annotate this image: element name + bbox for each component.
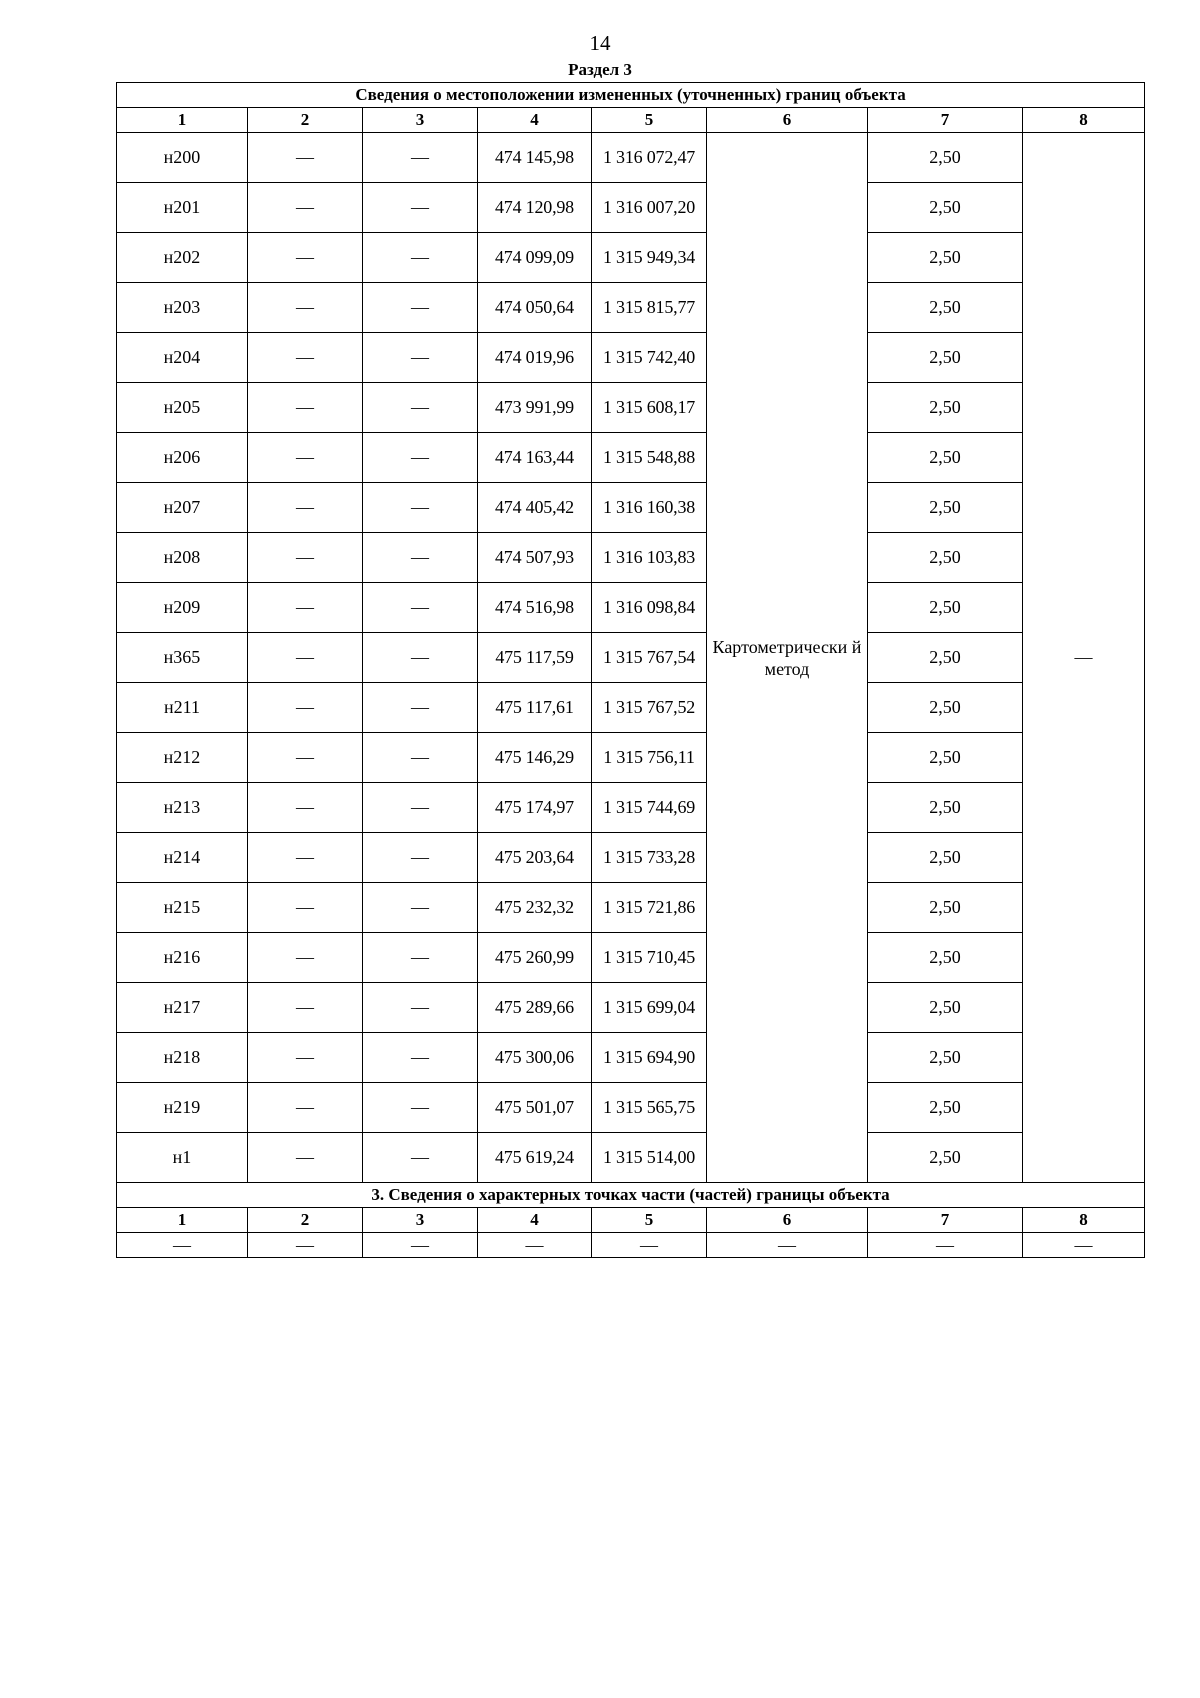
- column-3-cell: —: [363, 183, 478, 233]
- column-3-cell: —: [363, 683, 478, 733]
- point-number-cell: н204: [117, 333, 248, 383]
- coordinate-y-cell: 1 315 608,17: [592, 383, 707, 433]
- column-2-cell: —: [248, 233, 363, 283]
- coordinate-x-cell: 475 232,32: [478, 883, 592, 933]
- column-2-cell: —: [248, 983, 363, 1033]
- coordinate-y-cell: 1 315 767,54: [592, 633, 707, 683]
- coordinate-y-cell: 1 315 742,40: [592, 333, 707, 383]
- point-number-cell: н203: [117, 283, 248, 333]
- accuracy-cell: 2,50: [868, 533, 1023, 583]
- coordinate-x-cell: 475 117,59: [478, 633, 592, 683]
- point-number-cell: н1: [117, 1133, 248, 1183]
- point-number-cell: н211: [117, 683, 248, 733]
- column-3-cell: —: [363, 833, 478, 883]
- column-3-cell: —: [363, 483, 478, 533]
- column-3-cell: —: [363, 133, 478, 183]
- column-2-cell: —: [248, 1133, 363, 1183]
- column-number: 8: [1023, 108, 1145, 133]
- empty-cell: —: [117, 1233, 248, 1258]
- accuracy-cell: 2,50: [868, 483, 1023, 533]
- column-number: 6: [707, 108, 868, 133]
- column-2-cell: —: [248, 133, 363, 183]
- page-number: 14: [589, 31, 611, 55]
- table-band-title: Сведения о местоположении измененных (уточненных) границ объекта: [117, 83, 1145, 108]
- empty-cell: —: [868, 1233, 1023, 1258]
- table-row: [117, 683, 1145, 733]
- accuracy-cell: 2,50: [868, 433, 1023, 483]
- coordinate-x-cell: 474 163,44: [478, 433, 592, 483]
- column-3-cell: —: [363, 933, 478, 983]
- accuracy-cell: 2,50: [868, 633, 1023, 683]
- coordinate-x-cell: 474 120,98: [478, 183, 592, 233]
- coordinate-x-cell: 475 117,61: [478, 683, 592, 733]
- method-cell: Картометрически й метод: [707, 133, 868, 1183]
- column-3-cell: —: [363, 533, 478, 583]
- column-3-cell: —: [363, 883, 478, 933]
- coordinate-y-cell: 1 315 733,28: [592, 833, 707, 883]
- accuracy-cell: 2,50: [868, 783, 1023, 833]
- coordinate-y-cell: 1 316 160,38: [592, 483, 707, 533]
- point-number-cell: н207: [117, 483, 248, 533]
- accuracy-cell: 2,50: [868, 933, 1023, 983]
- point-number-cell: н213: [117, 783, 248, 833]
- point-number-cell: н218: [117, 1033, 248, 1083]
- accuracy-cell: 2,50: [868, 333, 1023, 383]
- coordinate-y-cell: 1 315 744,69: [592, 783, 707, 833]
- accuracy-cell: 2,50: [868, 383, 1023, 433]
- table-row: [117, 233, 1145, 283]
- table-row: [117, 1033, 1145, 1083]
- accuracy-cell: 2,50: [868, 1033, 1023, 1083]
- coordinate-x-cell: 474 145,98: [478, 133, 592, 183]
- coordinate-y-cell: 1 315 767,52: [592, 683, 707, 733]
- coordinate-x-cell: 474 507,93: [478, 533, 592, 583]
- point-number-cell: н206: [117, 433, 248, 483]
- point-number-cell: н215: [117, 883, 248, 933]
- column-3-cell: —: [363, 333, 478, 383]
- point-number-cell: н365: [117, 633, 248, 683]
- accuracy-cell: 2,50: [868, 583, 1023, 633]
- accuracy-cell: 2,50: [868, 133, 1023, 183]
- table-row: [117, 483, 1145, 533]
- coordinate-x-cell: 475 289,66: [478, 983, 592, 1033]
- table-row: [117, 883, 1145, 933]
- coordinate-x-cell: 474 516,98: [478, 583, 592, 633]
- column-3-cell: —: [363, 583, 478, 633]
- empty-cell: —: [592, 1233, 707, 1258]
- table-row: [117, 983, 1145, 1033]
- table-row: [117, 283, 1145, 333]
- coordinate-x-cell: 475 619,24: [478, 1133, 592, 1183]
- point-number-cell: н212: [117, 733, 248, 783]
- point-number-cell: н208: [117, 533, 248, 583]
- coordinate-y-cell: 1 315 710,45: [592, 933, 707, 983]
- column-3-cell: —: [363, 433, 478, 483]
- coordinate-x-cell: 474 050,64: [478, 283, 592, 333]
- coordinate-y-cell: 1 315 565,75: [592, 1083, 707, 1133]
- column-number: 4: [478, 108, 592, 133]
- table-row: [117, 783, 1145, 833]
- table-row: [117, 333, 1145, 383]
- parts-empty-row: [117, 1233, 1145, 1258]
- parts-band-title: 3. Сведения о характерных точках части (частей) границы объекта: [117, 1183, 1145, 1208]
- coordinate-y-cell: 1 316 007,20: [592, 183, 707, 233]
- column-3-cell: —: [363, 1133, 478, 1183]
- table-row: [117, 1083, 1145, 1133]
- column-2-cell: —: [248, 883, 363, 933]
- table-row: [117, 833, 1145, 883]
- table-row: [117, 433, 1145, 483]
- column-2-cell: —: [248, 583, 363, 633]
- coordinate-x-cell: 475 203,64: [478, 833, 592, 883]
- table-row: [117, 933, 1145, 983]
- table-row: [117, 183, 1145, 233]
- coordinate-y-cell: 1 316 072,47: [592, 133, 707, 183]
- coordinate-y-cell: 1 316 103,83: [592, 533, 707, 583]
- column-number-row: [117, 108, 1145, 133]
- coordinate-y-cell: 1 315 815,77: [592, 283, 707, 333]
- column-number: 4: [478, 1208, 592, 1233]
- column-number: 7: [868, 108, 1023, 133]
- point-number-cell: н202: [117, 233, 248, 283]
- column-number: 1: [117, 1208, 248, 1233]
- coordinate-y-cell: 1 315 699,04: [592, 983, 707, 1033]
- accuracy-cell: 2,50: [868, 183, 1023, 233]
- point-number-cell: н201: [117, 183, 248, 233]
- table-row: [117, 733, 1145, 783]
- coordinate-y-cell: 1 315 514,00: [592, 1133, 707, 1183]
- column-number: 6: [707, 1208, 868, 1233]
- table-row: [117, 1133, 1145, 1183]
- column-2-cell: —: [248, 633, 363, 683]
- empty-cell: —: [248, 1233, 363, 1258]
- column-3-cell: —: [363, 1033, 478, 1083]
- accuracy-cell: 2,50: [868, 833, 1023, 883]
- coordinate-y-cell: 1 315 721,86: [592, 883, 707, 933]
- column-3-cell: —: [363, 1083, 478, 1133]
- empty-cell: —: [478, 1233, 592, 1258]
- column-8-cell: —: [1023, 133, 1145, 1183]
- column-number: 3: [363, 108, 478, 133]
- coordinate-x-cell: 474 405,42: [478, 483, 592, 533]
- coordinate-x-cell: 474 099,09: [478, 233, 592, 283]
- accuracy-cell: 2,50: [868, 983, 1023, 1033]
- coordinate-y-cell: 1 315 756,11: [592, 733, 707, 783]
- column-2-cell: —: [248, 183, 363, 233]
- coordinate-x-cell: 473 991,99: [478, 383, 592, 433]
- column-3-cell: —: [363, 633, 478, 683]
- coordinate-x-cell: 475 501,07: [478, 1083, 592, 1133]
- empty-cell: —: [363, 1233, 478, 1258]
- coordinate-y-cell: 1 316 098,84: [592, 583, 707, 633]
- column-2-cell: —: [248, 933, 363, 983]
- column-number: 2: [248, 108, 363, 133]
- table-row: [117, 133, 1145, 183]
- point-number-cell: н217: [117, 983, 248, 1033]
- column-2-cell: —: [248, 283, 363, 333]
- point-number-cell: н200: [117, 133, 248, 183]
- column-2-cell: —: [248, 483, 363, 533]
- coordinate-y-cell: 1 315 694,90: [592, 1033, 707, 1083]
- column-2-cell: —: [248, 833, 363, 883]
- coordinate-x-cell: 475 300,06: [478, 1033, 592, 1083]
- column-2-cell: —: [248, 733, 363, 783]
- section-title: Раздел 3: [568, 60, 632, 79]
- accuracy-cell: 2,50: [868, 733, 1023, 783]
- column-3-cell: —: [363, 283, 478, 333]
- table-row: [117, 583, 1145, 633]
- column-2-cell: —: [248, 1033, 363, 1083]
- boundary-points-table: [116, 82, 1145, 1258]
- coordinate-x-cell: 475 260,99: [478, 933, 592, 983]
- column-3-cell: —: [363, 383, 478, 433]
- coordinate-y-cell: 1 315 548,88: [592, 433, 707, 483]
- point-number-cell: н214: [117, 833, 248, 883]
- empty-cell: —: [1023, 1233, 1145, 1258]
- empty-cell: —: [707, 1233, 868, 1258]
- coordinate-x-cell: 475 174,97: [478, 783, 592, 833]
- table-row: [117, 533, 1145, 583]
- column-number: 5: [592, 1208, 707, 1233]
- coordinate-x-cell: 475 146,29: [478, 733, 592, 783]
- column-2-cell: —: [248, 783, 363, 833]
- parts-column-number-row: [117, 1208, 1145, 1233]
- accuracy-cell: 2,50: [868, 283, 1023, 333]
- point-number-cell: н205: [117, 383, 248, 433]
- column-number: 5: [592, 108, 707, 133]
- column-number: 2: [248, 1208, 363, 1233]
- column-2-cell: —: [248, 533, 363, 583]
- point-number-cell: н216: [117, 933, 248, 983]
- column-number: 7: [868, 1208, 1023, 1233]
- point-number-cell: н219: [117, 1083, 248, 1133]
- accuracy-cell: 2,50: [868, 883, 1023, 933]
- point-number-cell: н209: [117, 583, 248, 633]
- column-2-cell: —: [248, 433, 363, 483]
- column-2-cell: —: [248, 1083, 363, 1133]
- table-row: [117, 383, 1145, 433]
- accuracy-cell: 2,50: [868, 1083, 1023, 1133]
- column-3-cell: —: [363, 783, 478, 833]
- accuracy-cell: 2,50: [868, 683, 1023, 733]
- column-2-cell: —: [248, 683, 363, 733]
- column-3-cell: —: [363, 983, 478, 1033]
- coordinate-y-cell: 1 315 949,34: [592, 233, 707, 283]
- column-number: 3: [363, 1208, 478, 1233]
- accuracy-cell: 2,50: [868, 1133, 1023, 1183]
- table-row: [117, 633, 1145, 683]
- column-2-cell: —: [248, 333, 363, 383]
- column-number: 1: [117, 108, 248, 133]
- column-3-cell: —: [363, 733, 478, 783]
- column-number: 8: [1023, 1208, 1145, 1233]
- coordinate-x-cell: 474 019,96: [478, 333, 592, 383]
- column-3-cell: —: [363, 233, 478, 283]
- accuracy-cell: 2,50: [868, 233, 1023, 283]
- column-2-cell: —: [248, 383, 363, 433]
